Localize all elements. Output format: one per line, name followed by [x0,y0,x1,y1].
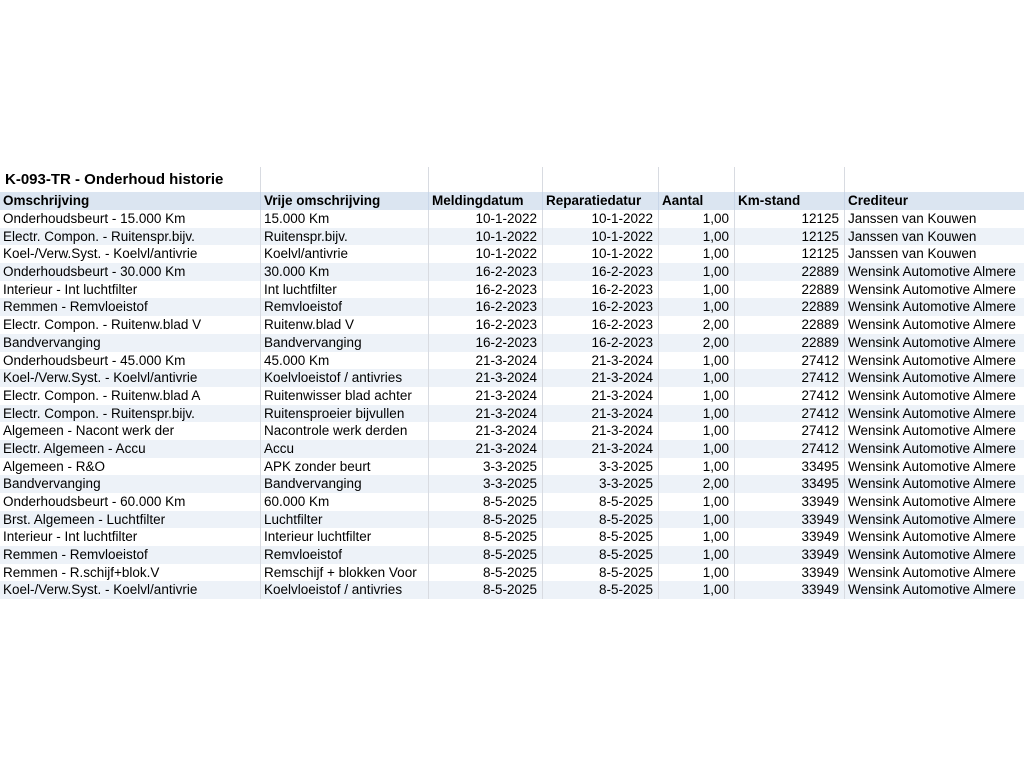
cell-reparatiedatum[interactable]: 16-2-2023 [543,281,659,299]
cell-km-stand[interactable]: 27412 [735,387,845,405]
cell-reparatiedatum[interactable]: 21-3-2024 [543,440,659,458]
table-header-row [0,192,1024,210]
column-header-crediteur[interactable]: Crediteur [848,193,909,208]
table-row [0,316,1024,334]
cell-km-stand[interactable]: 27412 [735,369,845,387]
cell-omschrijving[interactable]: Remmen - Remvloeistof [0,298,261,316]
cell-km-stand[interactable]: 27412 [735,422,845,440]
cell-km-stand[interactable]: 33495 [735,475,845,493]
table-row [0,493,1024,511]
cell-crediteur[interactable]: Janssen van Kouwen [848,211,977,226]
cell-vrije-omschrijving[interactable]: Bandvervanging [261,334,429,352]
cell-vrije-omschrijving[interactable]: Ruitensproeier bijvullen [261,405,429,423]
cell-omschrijving[interactable]: Bandvervanging [0,334,261,352]
cell-reparatiedatum[interactable]: 8-5-2025 [543,511,659,529]
cell-meldingdatum[interactable]: 16-2-2023 [429,298,543,316]
cell-crediteur[interactable]: Wensink Automotive Almere [848,334,1016,350]
cell-reparatiedatum[interactable]: 16-2-2023 [543,334,659,352]
cell-meldingdatum[interactable]: 21-3-2024 [429,440,543,458]
cell-aantal[interactable]: 1,00 [659,564,735,582]
cell-crediteur[interactable]: Wensink Automotive Almere [848,370,1016,386]
cell-omschrijving[interactable]: Electr. Compon. - Ruitenw.blad V [0,316,261,334]
cell-aantal[interactable]: 1,00 [659,440,735,458]
cell-meldingdatum[interactable]: 21-3-2024 [429,387,543,405]
cell-reparatiedatum[interactable]: 8-5-2025 [543,528,659,546]
cell-aantal[interactable]: 2,00 [659,316,735,334]
cell-meldingdatum[interactable]: 8-5-2025 [429,546,543,564]
cell-meldingdatum[interactable]: 16-2-2023 [429,334,543,352]
column-header-vrije-omschrijving[interactable]: Vrije omschrijving [261,192,429,210]
cell-reparatiedatum[interactable]: 10-1-2022 [543,210,659,228]
cell-meldingdatum[interactable]: 21-3-2024 [429,369,543,387]
cell-crediteur[interactable]: Wensink Automotive Almere [848,281,1016,297]
cell-meldingdatum[interactable]: 3-3-2025 [429,458,543,476]
cell-omschrijving[interactable]: Koel-/Verw.Syst. - Koelvl/antivrie [0,581,261,599]
cell-km-stand[interactable]: 33949 [735,581,845,599]
table-row [0,281,1024,299]
cell-omschrijving[interactable]: Electr. Compon. - Ruitenspr.bijv. [0,405,261,423]
cell-reparatiedatum[interactable]: 8-5-2025 [543,564,659,582]
table-row [0,422,1024,440]
cell-vrije-omschrijving[interactable]: Interieur luchtfilter [261,528,429,546]
cell-aantal[interactable]: 2,00 [659,475,735,493]
cell-crediteur[interactable]: Wensink Automotive Almere [848,476,1016,492]
table-row [0,228,1024,246]
cell-omschrijving[interactable]: Electr. Compon. - Ruitenspr.bijv. [0,228,261,246]
cell-km-stand[interactable]: 33495 [735,458,845,476]
cell-omschrijving[interactable]: Interieur - Int luchtfilter [0,528,261,546]
cell-omschrijving[interactable]: Electr. Compon. - Ruitenw.blad A [0,387,261,405]
cell-aantal[interactable]: 2,00 [659,334,735,352]
cell-meldingdatum[interactable]: 8-5-2025 [429,511,543,529]
table-row [0,334,1024,352]
cell-meldingdatum[interactable]: 16-2-2023 [429,316,543,334]
page-title: K-093-TR - Onderhoud historie [0,167,261,192]
cell-crediteur[interactable]: Wensink Automotive Almere [848,458,1016,474]
cell-omschrijving[interactable]: Interieur - Int luchtfilter [0,281,261,299]
cell-meldingdatum[interactable]: 8-5-2025 [429,564,543,582]
title-row-cell [845,167,1024,192]
cell-aantal[interactable]: 1,00 [659,405,735,423]
table-row [0,352,1024,370]
maintenance-history-sheet [0,167,1024,599]
title-row-cell [543,167,659,192]
cell-reparatiedatum[interactable]: 21-3-2024 [543,422,659,440]
cell-vrije-omschrijving[interactable]: Accu [261,440,429,458]
cell-aantal[interactable]: 1,00 [659,511,735,529]
table-row [0,263,1024,281]
table-body [0,210,1024,599]
cell-km-stand[interactable]: 22889 [735,334,845,352]
cell-vrije-omschrijving[interactable]: Ruitenwisser blad achter [261,387,429,405]
cell-omschrijving[interactable]: Algemeen - Nacont werk der [0,422,261,440]
cell-aantal[interactable]: 1,00 [659,352,735,370]
table-row [0,245,1024,263]
cell-meldingdatum[interactable]: 8-5-2025 [429,528,543,546]
cell-vrije-omschrijving[interactable]: APK zonder beurt [261,458,429,476]
cell-km-stand[interactable]: 12125 [735,245,845,263]
column-header-omschrijving[interactable]: Omschrijving [0,192,261,210]
cell-reparatiedatum[interactable]: 8-5-2025 [543,581,659,599]
cell-km-stand[interactable]: 12125 [735,228,845,246]
cell-omschrijving[interactable]: Algemeen - R&O [0,458,261,476]
cell-km-stand[interactable]: 33949 [735,511,845,529]
table-row [0,581,1024,599]
cell-aantal[interactable]: 1,00 [659,298,735,316]
cell-vrije-omschrijving[interactable]: Luchtfilter [261,511,429,529]
cell-km-stand[interactable]: 33949 [735,528,845,546]
cell-reparatiedatum[interactable]: 8-5-2025 [543,493,659,511]
cell-vrije-omschrijving[interactable]: Ruitenspr.bijv. [261,228,429,246]
cell-meldingdatum[interactable]: 8-5-2025 [429,493,543,511]
cell-aantal[interactable]: 1,00 [659,422,735,440]
cell-omschrijving[interactable]: Onderhoudsbeurt - 60.000 Km [0,493,261,511]
table-row [0,369,1024,387]
cell-reparatiedatum[interactable]: 21-3-2024 [543,369,659,387]
cell-crediteur[interactable]: Wensink Automotive Almere [848,423,1016,439]
cell-crediteur[interactable]: Wensink Automotive Almere [848,511,1016,527]
cell-vrije-omschrijving[interactable]: Remschijf + blokken Voor [261,564,429,582]
column-header-aantal[interactable]: Aantal [659,192,735,210]
cell-vrije-omschrijving[interactable]: 45.000 Km [261,352,429,370]
cell-aantal[interactable]: 1,00 [659,493,735,511]
cell-vrije-omschrijving[interactable]: Nacontrole werk derden [261,422,429,440]
cell-aantal[interactable]: 1,00 [659,228,735,246]
table-row [0,440,1024,458]
cell-km-stand[interactable]: 27412 [735,440,845,458]
title-row-cell [735,167,845,192]
cell-vrije-omschrijving[interactable]: Koelvl/antivrie [261,245,429,263]
cell-meldingdatum[interactable]: 10-1-2022 [429,210,543,228]
cell-aantal[interactable]: 1,00 [659,263,735,281]
title-row-cell [659,167,735,192]
cell-crediteur[interactable]: Wensink Automotive Almere [848,264,1016,280]
cell-km-stand[interactable]: 12125 [735,210,845,228]
cell-meldingdatum[interactable]: 21-3-2024 [429,405,543,423]
cell-omschrijving[interactable]: Onderhoudsbeurt - 30.000 Km [0,263,261,281]
title-row [0,167,1024,192]
cell-omschrijving[interactable]: Bandvervanging [0,475,261,493]
cell-crediteur[interactable]: Wensink Automotive Almere [848,529,1016,545]
cell-reparatiedatum[interactable]: 16-2-2023 [543,298,659,316]
cell-omschrijving[interactable]: Onderhoudsbeurt - 15.000 Km [0,210,261,228]
table-row [0,387,1024,405]
cell-reparatiedatum[interactable]: 16-2-2023 [543,316,659,334]
cell-crediteur[interactable]: Wensink Automotive Almere [848,547,1016,563]
cell-reparatiedatum[interactable]: 21-3-2024 [543,352,659,370]
cell-omschrijving[interactable]: Koel-/Verw.Syst. - Koelvl/antivrie [0,245,261,263]
cell-meldingdatum[interactable]: 10-1-2022 [429,228,543,246]
table-row [0,405,1024,423]
cell-crediteur[interactable]: Wensink Automotive Almere [848,387,1016,403]
cell-crediteur[interactable]: Wensink Automotive Almere [848,405,1016,421]
cell-aantal[interactable]: 1,00 [659,458,735,476]
cell-crediteur[interactable]: Wensink Automotive Almere [848,299,1016,315]
cell-km-stand[interactable]: 27412 [735,405,845,423]
cell-reparatiedatum[interactable]: 10-1-2022 [543,245,659,263]
cell-vrije-omschrijving[interactable]: Bandvervanging [261,475,429,493]
cell-meldingdatum[interactable]: 21-3-2024 [429,352,543,370]
cell-omschrijving[interactable]: Brst. Algemeen - Luchtfilter [0,511,261,529]
cell-aantal[interactable]: 1,00 [659,387,735,405]
title-row-cell [429,167,543,192]
cell-km-stand[interactable]: 33949 [735,493,845,511]
cell-omschrijving[interactable]: Remmen - Remvloeistof [0,546,261,564]
cell-reparatiedatum[interactable]: 3-3-2025 [543,475,659,493]
cell-vrije-omschrijving[interactable]: Ruitenw.blad V [261,316,429,334]
column-header-km-stand[interactable]: Km-stand [735,192,845,210]
cell-omschrijving[interactable]: Electr. Algemeen - Accu [0,440,261,458]
cell-vrije-omschrijving[interactable]: 15.000 Km [261,210,429,228]
cell-km-stand[interactable]: 22889 [735,263,845,281]
table-row [0,546,1024,564]
cell-meldingdatum[interactable]: 8-5-2025 [429,581,543,599]
cell-omschrijving[interactable]: Koel-/Verw.Syst. - Koelvl/antivrie [0,369,261,387]
table-row [0,210,1024,228]
cell-aantal[interactable]: 1,00 [659,369,735,387]
cell-km-stand[interactable]: 22889 [735,281,845,299]
cell-km-stand[interactable]: 33949 [735,546,845,564]
cell-aantal[interactable]: 1,00 [659,210,735,228]
cell-reparatiedatum[interactable]: 16-2-2023 [543,263,659,281]
cell-crediteur[interactable]: Wensink Automotive Almere [848,352,1016,368]
table-row [0,475,1024,493]
cell-km-stand[interactable]: 22889 [735,316,845,334]
cell-meldingdatum[interactable]: 3-3-2025 [429,475,543,493]
cell-aantal[interactable]: 1,00 [659,581,735,599]
cell-aantal[interactable]: 1,00 [659,546,735,564]
cell-vrije-omschrijving[interactable]: 60.000 Km [261,493,429,511]
column-header-meldingdatum[interactable]: Meldingdatum [429,192,543,210]
cell-km-stand[interactable]: 27412 [735,352,845,370]
cell-km-stand[interactable]: 33949 [735,564,845,582]
cell-aantal[interactable]: 1,00 [659,528,735,546]
cell-vrije-omschrijving[interactable]: Remvloeistof [261,546,429,564]
cell-reparatiedatum[interactable]: 21-3-2024 [543,387,659,405]
table-row [0,511,1024,529]
table-row [0,528,1024,546]
cell-aantal[interactable]: 1,00 [659,245,735,263]
cell-vrije-omschrijving[interactable]: Koelvloeistof / antivries [261,581,429,599]
cell-crediteur[interactable]: Wensink Automotive Almere [848,564,1016,580]
cell-meldingdatum[interactable]: 10-1-2022 [429,245,543,263]
cell-reparatiedatum[interactable]: 21-3-2024 [543,405,659,423]
column-header-reparatiedatum[interactable]: Reparatiedatur [543,192,659,210]
cell-vrije-omschrijving[interactable]: Koelvloeistof / antivries [261,369,429,387]
cell-meldingdatum[interactable]: 16-2-2023 [429,263,543,281]
cell-crediteur[interactable]: Wensink Automotive Almere [848,582,1016,598]
cell-crediteur[interactable]: Wensink Automotive Almere [848,494,1016,509]
cell-vrije-omschrijving[interactable]: Int luchtfilter [261,281,429,299]
cell-vrije-omschrijving[interactable]: Remvloeistof [261,298,429,316]
cell-crediteur[interactable]: Wensink Automotive Almere [848,440,1016,456]
table-row [0,564,1024,582]
cell-meldingdatum[interactable]: 16-2-2023 [429,281,543,299]
cell-vrije-omschrijving[interactable]: 30.000 Km [261,263,429,281]
cell-crediteur[interactable]: Wensink Automotive Almere [848,317,1016,333]
table-row [0,298,1024,316]
cell-km-stand[interactable]: 22889 [735,298,845,316]
cell-omschrijving[interactable]: Onderhoudsbeurt - 45.000 Km [0,352,261,370]
cell-omschrijving[interactable]: Remmen - R.schijf+blok.V [0,564,261,582]
table-row [0,458,1024,476]
cell-reparatiedatum[interactable]: 8-5-2025 [543,546,659,564]
title-row-cell [261,167,429,192]
cell-crediteur[interactable]: Janssen van Kouwen [848,228,977,244]
cell-crediteur[interactable]: Janssen van Kouwen [848,246,977,262]
cell-aantal[interactable]: 1,00 [659,281,735,299]
cell-meldingdatum[interactable]: 21-3-2024 [429,422,543,440]
cell-reparatiedatum[interactable]: 3-3-2025 [543,458,659,476]
cell-reparatiedatum[interactable]: 10-1-2022 [543,228,659,246]
